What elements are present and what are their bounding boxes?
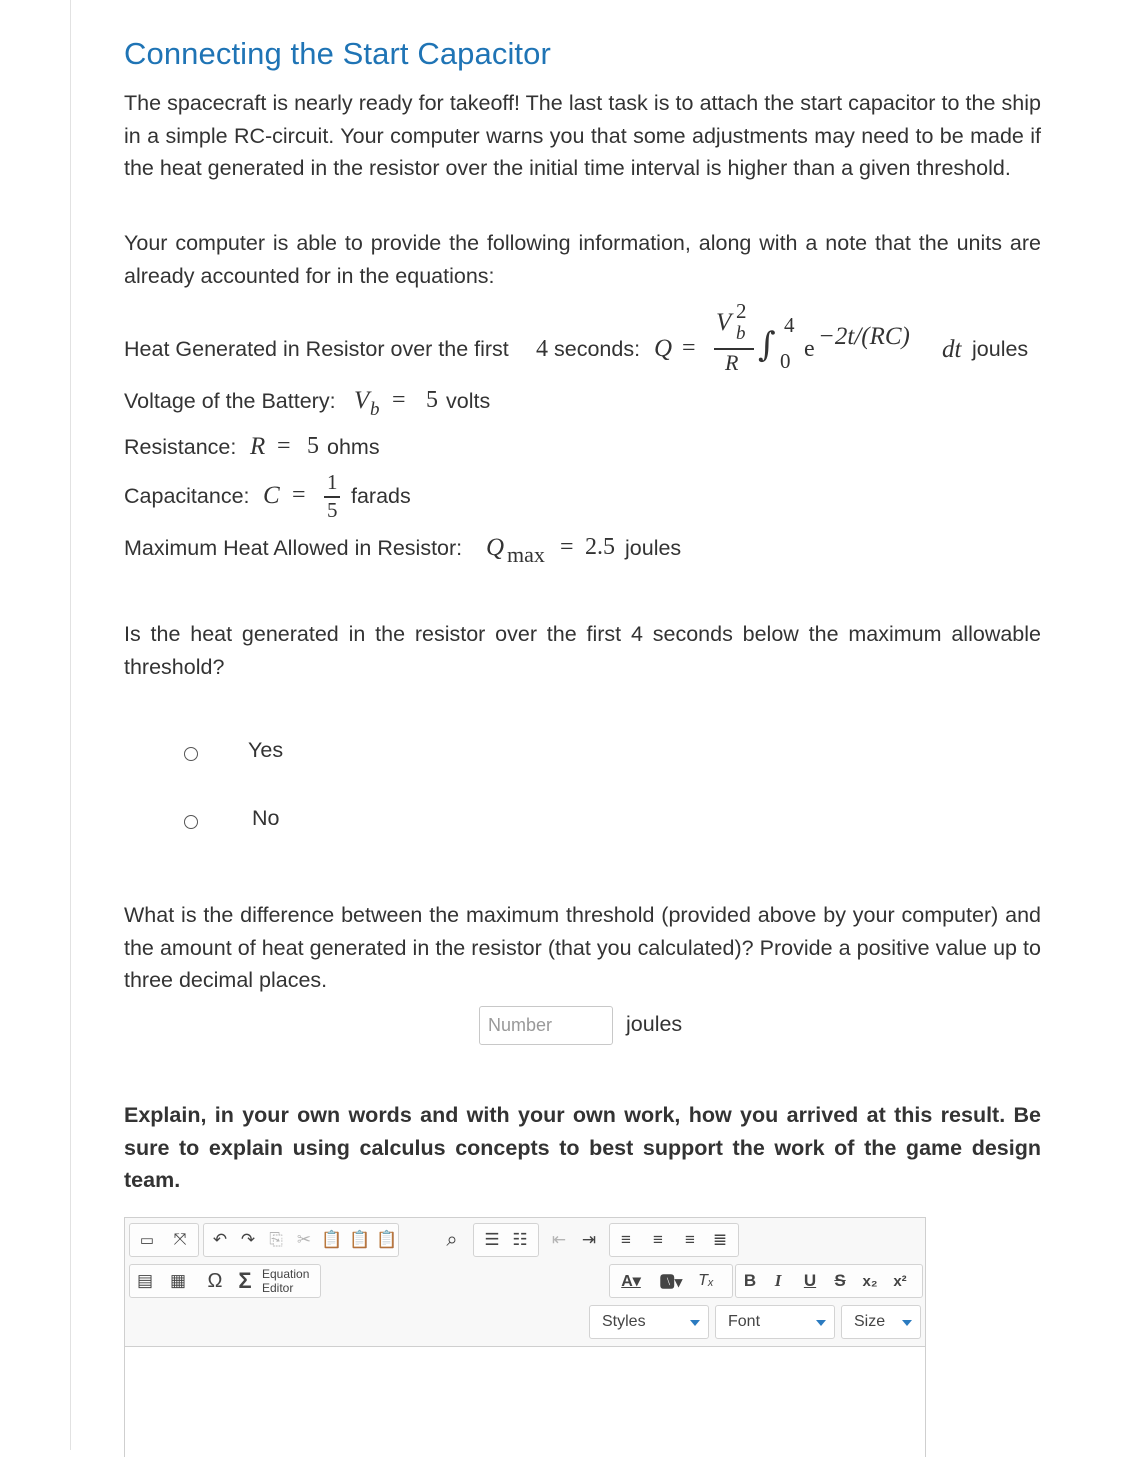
integral-upper: 4 [784, 313, 795, 337]
toolbar-group-clipboard [203, 1223, 399, 1257]
align-center-icon[interactable]: ≡ [653, 1230, 663, 1249]
integral-lower: 0 [780, 349, 791, 373]
heat-numerator-sup: 2 [736, 299, 747, 323]
toolbar-group-text-style [735, 1264, 923, 1298]
find-icon[interactable]: ⌕ [446, 1228, 458, 1251]
redo-icon[interactable]: ↷ [240, 1230, 256, 1249]
resistance-unit: ohms [327, 435, 380, 459]
resistance-label: Resistance: [124, 435, 237, 459]
copy-icon[interactable]: 📋 [321, 1230, 343, 1249]
integral-sign-icon: ∫ [758, 325, 776, 365]
horizontal-rule-icon[interactable]: ▤ [136, 1271, 154, 1290]
toolbar-group-align [609, 1223, 739, 1257]
capacitance-unit: farads [351, 484, 411, 508]
info-paragraph: Your computer is able to provide the following information, along with a note that the units are already accounted for in the equations: [124, 231, 1041, 288]
subscript-icon[interactable]: x₂ [862, 1272, 878, 1290]
heat-numerator-sub: b [736, 323, 746, 344]
size-dropdown[interactable] [841, 1305, 921, 1339]
resistance-var: R [250, 433, 266, 460]
left-border-rule [70, 0, 71, 1450]
toolbar-group-view [129, 1223, 199, 1257]
table-icon[interactable]: ▦ [169, 1271, 187, 1290]
copy-formatting-icon[interactable]: ⎘ [269, 1230, 283, 1249]
voltage-var: V [354, 387, 370, 414]
page-title: Connecting the Start Capacitor [124, 36, 551, 71]
maximize-icon[interactable]: ⤧ [173, 1231, 187, 1248]
question-3: Explain, in your own words and with your own work, how you arrived at this result. Be sure to explain using calculus concepts to best support the work of the game design team. [124, 1103, 1041, 1192]
undo-icon[interactable]: ↶ [212, 1230, 228, 1249]
indent-icon[interactable]: ⇥ [581, 1230, 597, 1249]
heat-seconds-value: 4 [536, 336, 548, 362]
heat-Q: Q [654, 335, 673, 362]
remove-format-icon[interactable]: Tₓ [698, 1272, 714, 1289]
voltage-equals: = [392, 387, 406, 413]
size-label: Size [854, 1313, 886, 1330]
voltage-value: 5 [426, 387, 438, 413]
dt: dt [942, 336, 962, 363]
font-chevron-icon [816, 1320, 826, 1326]
toolbar-group-lists [473, 1223, 539, 1257]
capacitance-var: C [263, 482, 280, 509]
max-heat-sub: max [507, 542, 545, 567]
paste-text-icon[interactable]: 📋 [349, 1230, 371, 1249]
capacitance-den: 5 [327, 498, 338, 522]
special-character-icon[interactable]: Ω [207, 1269, 223, 1292]
underline-icon[interactable]: U [803, 1271, 817, 1290]
max-heat-value: 2.5 [585, 534, 615, 560]
rich-text-editor [124, 1217, 926, 1457]
outdent-icon[interactable]: ⇤ [551, 1230, 567, 1249]
editor-text-area[interactable] [125, 1346, 925, 1467]
max-heat-equals: = [560, 534, 574, 560]
cut-icon[interactable]: ✂ [296, 1230, 312, 1249]
numbered-list-icon[interactable]: ☰ [484, 1230, 500, 1249]
heat-equals: = [682, 335, 696, 361]
exp-base: e [804, 336, 815, 362]
capacitance-equals: = [292, 482, 306, 508]
max-heat-unit: joules [625, 536, 682, 560]
size-chevron-icon [902, 1320, 912, 1326]
styles-chevron-icon [690, 1320, 700, 1326]
question-2: What is the difference between the maximum threshold (provided above by your computer) and the amount of heat generated in the resistor (that you calculated)? Provide a positive value up to three decimal places. [124, 903, 1041, 992]
source-icon[interactable]: ▭ [139, 1232, 155, 1249]
intro-paragraph: The spacecraft is nearly ready for takeoff! The last task is to attach the start capacitor to the ship in a simple RC-circuit. Your computer warns you that some adjustments may need to be made if the heat generated in the resistor over the initial time interval is higher than a given threshold. [124, 91, 1041, 180]
paste-word-icon[interactable]: 📋 [376, 1230, 398, 1249]
styles-label: Styles [602, 1313, 646, 1330]
equation-editor-button[interactable]: Equation Editor [262, 1267, 310, 1295]
heat-denominator: R [725, 350, 739, 375]
question-1: Is the heat generated in the resistor over the first 4 seconds below the maximum allowable threshold? [124, 622, 1041, 679]
answer-unit: joules [626, 1012, 683, 1036]
capacitance-num: 1 [327, 470, 338, 494]
italic-icon[interactable]: I [774, 1271, 782, 1290]
sigma-icon[interactable]: Σ [238, 1268, 252, 1293]
justify-icon[interactable]: ≣ [712, 1230, 728, 1249]
text-color-icon[interactable]: A▾ [621, 1273, 641, 1290]
font-label: Font [728, 1313, 761, 1330]
toolbar-group-insert [129, 1264, 321, 1298]
max-heat-var: Q [486, 534, 505, 561]
heat-seconds-unit: seconds: [554, 337, 641, 361]
exp-power: −2t/(RC) [818, 323, 910, 350]
styles-dropdown[interactable] [589, 1305, 709, 1339]
voltage-sub: b [370, 399, 380, 420]
bulleted-list-icon[interactable]: ☷ [512, 1230, 528, 1249]
heat-unit: joules [972, 337, 1029, 361]
resistance-equals: = [277, 433, 291, 459]
background-color-icon[interactable]: 🅰▾ [659, 1273, 683, 1291]
option-yes-label[interactable]: Yes [248, 738, 284, 762]
option-no-label[interactable]: No [252, 806, 280, 830]
heat-label: Heat Generated in Resistor over the first [124, 337, 509, 361]
superscript-icon[interactable]: x² [893, 1272, 907, 1290]
capacitance-label: Capacitance: [124, 484, 250, 508]
font-dropdown[interactable] [715, 1305, 835, 1339]
voltage-label: Voltage of the Battery: [124, 389, 336, 413]
bold-icon[interactable]: B [743, 1271, 757, 1290]
voltage-unit: volts [446, 389, 491, 413]
toolbar-group-colors [609, 1264, 733, 1298]
heat-numerator: V [716, 309, 732, 336]
difference-number-input[interactable] [479, 1006, 613, 1045]
align-left-icon[interactable]: ≡ [621, 1230, 631, 1249]
radio-yes[interactable] [184, 747, 198, 761]
align-right-icon[interactable]: ≡ [685, 1230, 695, 1249]
strikethrough-icon[interactable]: S [834, 1271, 846, 1290]
radio-no[interactable] [184, 815, 198, 829]
resistance-value: 5 [307, 433, 319, 459]
max-heat-label: Maximum Heat Allowed in Resistor: [124, 536, 463, 560]
